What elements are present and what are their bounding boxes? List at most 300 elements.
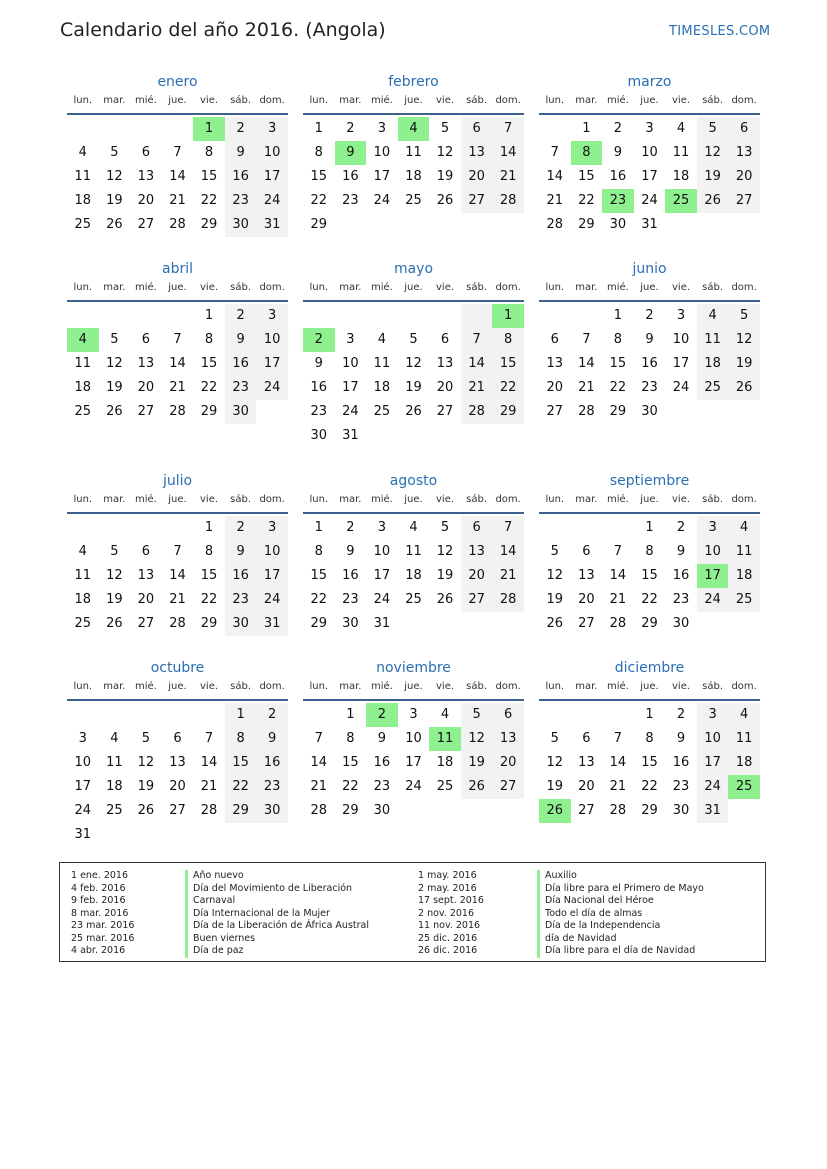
day-cell: 9 (314, 356, 323, 371)
holiday-day-cell: 2 (303, 328, 335, 352)
month-11 (539, 658, 760, 823)
empty-cell (571, 304, 603, 328)
weekday-label: lun. (545, 494, 565, 505)
day-cell: 20 (578, 779, 595, 794)
day-cell: 23 (672, 779, 690, 794)
weekday-label: jue. (404, 95, 423, 106)
day-cell: 30 (256, 799, 288, 823)
legend-holiday-name: Carnaval (185, 895, 235, 908)
day-cell: 19 (728, 352, 760, 376)
day-grid (303, 703, 524, 823)
day-cell: 28 (169, 404, 186, 419)
day-cell: 2 (645, 308, 654, 323)
day-cell: 6 (492, 703, 524, 727)
day-cell: 12 (546, 755, 564, 770)
day-cell: 22 (609, 380, 627, 395)
day-cell: 16 (672, 568, 690, 583)
day-cell: 11 (672, 145, 690, 160)
day-cell: 7 (492, 516, 524, 540)
day-grid (303, 304, 524, 448)
weekday-label: mar. (575, 282, 598, 293)
empty-cell (162, 304, 194, 328)
page-title: Calendario del año 2016. (Angola) (60, 19, 386, 41)
day-cell: 24 (342, 404, 359, 419)
day-cell: 9 (645, 332, 654, 347)
day-cell: 9 (225, 328, 257, 352)
empty-cell (130, 304, 162, 328)
day-cell: 24 (256, 588, 288, 612)
weekday-label: dom. (495, 494, 521, 505)
day-cell: 30 (672, 616, 690, 631)
weekday-label: vie. (436, 282, 455, 293)
day-cell: 3 (78, 731, 87, 746)
day-cell: 21 (200, 779, 218, 794)
day-cell: 6 (461, 516, 493, 540)
day-cell: 8 (613, 332, 623, 347)
empty-cell (67, 703, 99, 727)
month-2 (539, 72, 760, 237)
day-cell: 1 (346, 707, 355, 722)
weekday-label: dom. (259, 681, 285, 692)
day-cell: 11 (405, 145, 422, 160)
day-cell: 8 (225, 727, 257, 751)
weekday-label: dom. (495, 282, 521, 293)
day-cell: 24 (256, 189, 288, 213)
day-cell: 27 (169, 803, 186, 818)
day-cell: 20 (578, 592, 595, 607)
holiday-day-cell: 25 (665, 189, 697, 213)
weekday-label: vie. (436, 681, 455, 692)
day-cell: 10 (641, 145, 658, 160)
day-cell: 15 (641, 568, 658, 583)
day-cell: 20 (461, 165, 493, 189)
month-0 (67, 72, 288, 237)
weekday-label: mar. (339, 494, 362, 505)
day-cell: 17 (74, 779, 92, 794)
weekday-label: mié. (134, 95, 157, 106)
weekday-label: vie. (672, 95, 691, 106)
day-cell: 21 (169, 380, 186, 395)
day-cell: 21 (609, 592, 627, 607)
day-cell: 15 (310, 169, 328, 184)
legend-date: 1 ene. 2016 (71, 870, 128, 881)
day-cell: 23 (342, 193, 359, 208)
day-cell: 14 (492, 540, 524, 564)
day-cell: 15 (200, 568, 218, 583)
day-cell: 9 (225, 540, 257, 564)
day-cell: 10 (342, 356, 359, 371)
day-cell: 2 (225, 304, 257, 328)
day-cell: 30 (373, 803, 391, 818)
day-cell: 5 (110, 544, 119, 559)
day-cell: 6 (728, 117, 760, 141)
day-cell: 31 (342, 428, 359, 443)
weekday-label: mié. (134, 494, 157, 505)
day-cell: 1 (204, 308, 214, 323)
day-cell: 6 (440, 332, 450, 347)
weekday-header (67, 680, 288, 701)
empty-cell (99, 304, 131, 328)
day-cell: 9 (225, 141, 257, 165)
weekday-header (303, 281, 524, 302)
day-cell: 13 (578, 568, 595, 583)
day-cell: 14 (200, 755, 218, 770)
day-cell: 5 (550, 544, 559, 559)
legend-holiday-name: Día Nacional del Héroe (537, 895, 654, 908)
day-cell: 19 (461, 751, 493, 775)
brand-link[interactable]: TIMESLES.COM (669, 24, 771, 39)
holiday-day-cell: 4 (67, 328, 99, 352)
day-cell: 22 (310, 193, 328, 208)
day-cell: 31 (697, 799, 729, 823)
weekday-label: sáb. (466, 494, 488, 505)
weekday-label: vie. (672, 282, 691, 293)
day-cell: 6 (582, 731, 591, 746)
holiday-day-cell: 1 (492, 304, 524, 328)
weekday-label: mié. (370, 681, 393, 692)
day-cell: 12 (697, 141, 729, 165)
month-5 (539, 259, 760, 424)
day-cell: 29 (200, 217, 218, 232)
day-cell: 23 (225, 588, 257, 612)
weekday-header (539, 94, 760, 115)
weekday-header (303, 94, 524, 115)
day-cell: 20 (436, 380, 454, 395)
weekday-label: lun. (73, 95, 93, 106)
empty-cell (539, 304, 571, 328)
day-cell: 23 (373, 779, 391, 794)
legend-holiday-name: Día libre para el Primero de Mayo (537, 883, 704, 896)
weekday-label: dom. (259, 282, 285, 293)
day-cell: 5 (440, 121, 450, 136)
month-name: febrero (388, 74, 439, 90)
day-cell: 15 (492, 352, 524, 376)
day-cell: 15 (225, 751, 257, 775)
day-cell: 13 (461, 141, 493, 165)
day-cell: 29 (609, 404, 627, 419)
weekday-label: dom. (731, 494, 757, 505)
weekday-label: lun. (73, 494, 93, 505)
day-cell: 19 (137, 779, 155, 794)
day-cell: 12 (436, 544, 454, 559)
day-cell: 24 (74, 803, 92, 818)
day-cell: 3 (256, 117, 288, 141)
day-cell: 24 (373, 193, 391, 208)
weekday-label: mar. (339, 282, 362, 293)
empty-cell (303, 703, 335, 727)
day-cell: 18 (728, 564, 760, 588)
day-cell: 14 (169, 568, 186, 583)
day-cell: 26 (436, 592, 454, 607)
day-cell: 31 (373, 616, 391, 631)
day-cell: 12 (137, 755, 155, 770)
day-cell: 6 (141, 332, 151, 347)
day-cell: 16 (310, 380, 328, 395)
day-cell: 14 (169, 356, 186, 371)
day-cell: 17 (405, 755, 422, 770)
day-cell: 4 (697, 304, 729, 328)
day-cell: 3 (697, 516, 729, 540)
day-cell: 19 (405, 380, 422, 395)
day-cell: 28 (492, 588, 524, 612)
day-cell: 4 (728, 516, 760, 540)
day-cell: 26 (106, 404, 123, 419)
day-grid (67, 516, 288, 636)
day-cell: 22 (200, 380, 218, 395)
day-cell: 8 (314, 544, 323, 559)
day-cell: 18 (672, 169, 690, 184)
month-name: septiembre (609, 473, 690, 489)
day-cell: 18 (405, 169, 422, 184)
day-cell: 19 (546, 592, 564, 607)
day-cell: 13 (436, 356, 454, 371)
weekday-label: sáb. (230, 95, 252, 106)
day-cell: 3 (377, 121, 387, 136)
month-name: agosto (389, 473, 438, 489)
day-cell: 15 (609, 356, 627, 371)
holiday-day-cell: 9 (335, 141, 367, 165)
weekday-label: vie. (436, 95, 455, 106)
day-cell: 21 (461, 376, 493, 400)
day-cell: 2 (676, 707, 686, 722)
day-cell: 10 (373, 544, 391, 559)
day-cell: 18 (697, 352, 729, 376)
weekday-label: sáb. (466, 681, 488, 692)
day-cell: 9 (346, 544, 355, 559)
day-cell: 26 (461, 775, 493, 799)
legend-holiday-name: Día libre para el día de Navidad (537, 945, 695, 958)
day-cell: 29 (310, 217, 328, 232)
empty-cell (162, 117, 194, 141)
day-cell: 25 (373, 404, 391, 419)
day-cell: 15 (641, 755, 658, 770)
day-cell: 29 (310, 616, 328, 631)
empty-cell (303, 304, 335, 328)
day-cell: 7 (204, 731, 214, 746)
day-cell: 27 (546, 404, 564, 419)
weekday-label: mar. (339, 95, 362, 106)
month-3 (67, 259, 288, 424)
holiday-day-cell: 23 (602, 189, 634, 213)
empty-cell (539, 703, 571, 727)
day-cell: 8 (492, 328, 524, 352)
day-cell: 25 (74, 217, 92, 232)
day-cell: 20 (728, 165, 760, 189)
holiday-legend (59, 862, 766, 962)
weekday-label: lun. (309, 494, 329, 505)
month-name: marzo (627, 74, 672, 90)
day-cell: 17 (256, 564, 288, 588)
weekday-label: lun. (309, 95, 329, 106)
weekday-header (539, 493, 760, 514)
day-cell: 22 (641, 779, 658, 794)
day-cell: 7 (613, 731, 623, 746)
day-cell: 7 (173, 145, 182, 160)
weekday-label: mié. (134, 282, 157, 293)
day-cell: 7 (492, 117, 524, 141)
day-cell: 14 (492, 141, 524, 165)
legend-date: 8 mar. 2016 (71, 907, 129, 919)
weekday-label: mar. (339, 681, 362, 692)
day-cell: 4 (377, 332, 387, 347)
weekday-header (67, 281, 288, 302)
weekday-label: jue. (640, 95, 659, 106)
day-cell: 17 (256, 352, 288, 376)
day-cell: 20 (137, 592, 155, 607)
day-cell: 21 (492, 564, 524, 588)
day-cell: 3 (256, 516, 288, 540)
day-cell: 5 (110, 145, 119, 160)
day-cell: 26 (436, 193, 454, 208)
day-cell: 15 (342, 755, 359, 770)
day-cell: 7 (613, 544, 623, 559)
day-cell: 6 (141, 544, 151, 559)
weekday-header (303, 493, 524, 514)
day-cell: 14 (461, 352, 493, 376)
day-cell: 12 (728, 328, 760, 352)
weekday-label: sáb. (230, 681, 252, 692)
day-cell: 23 (641, 380, 658, 395)
day-grid (539, 703, 760, 823)
weekday-label: vie. (436, 494, 455, 505)
day-cell: 25 (106, 803, 123, 818)
day-cell: 16 (641, 356, 658, 371)
day-cell: 27 (137, 616, 155, 631)
holiday-day-cell: 26 (539, 799, 571, 823)
legend-date: 1 may. 2016 (418, 870, 477, 881)
day-cell: 27 (578, 803, 595, 818)
day-cell: 23 (256, 775, 288, 799)
day-cell: 23 (310, 404, 328, 419)
day-cell: 19 (106, 592, 123, 607)
day-cell: 28 (578, 404, 595, 419)
day-cell: 12 (106, 356, 123, 371)
day-cell: 24 (672, 380, 690, 395)
day-cell: 2 (676, 520, 686, 535)
day-cell: 23 (672, 592, 690, 607)
day-cell: 24 (697, 775, 729, 799)
legend-date: 2 may. 2016 (418, 882, 477, 894)
day-cell: 19 (106, 380, 123, 395)
day-cell: 13 (137, 169, 155, 184)
day-cell: 27 (578, 616, 595, 631)
legend-date: 11 nov. 2016 (418, 920, 481, 931)
day-cell: 17 (256, 165, 288, 189)
day-cell: 20 (169, 779, 186, 794)
day-cell: 4 (110, 731, 119, 746)
day-cell: 13 (137, 356, 155, 371)
empty-cell (130, 516, 162, 540)
day-cell: 26 (106, 217, 123, 232)
day-cell: 5 (440, 520, 450, 535)
weekday-label: jue. (640, 282, 659, 293)
weekday-label: dom. (731, 95, 757, 106)
month-7 (303, 471, 524, 636)
weekday-label: jue. (404, 681, 423, 692)
day-cell: 5 (550, 731, 559, 746)
day-cell: 10 (256, 141, 288, 165)
day-cell: 23 (225, 376, 257, 400)
day-cell: 13 (169, 755, 186, 770)
day-cell: 8 (204, 332, 214, 347)
day-cell: 26 (546, 616, 564, 631)
day-cell: 16 (225, 165, 257, 189)
day-cell: 1 (645, 520, 654, 535)
day-cell: 12 (405, 356, 422, 371)
day-cell: 28 (461, 400, 493, 424)
weekday-header (67, 493, 288, 514)
day-cell: 14 (546, 169, 564, 184)
day-cell: 4 (440, 707, 450, 722)
day-grid (67, 117, 288, 237)
empty-cell (67, 516, 99, 540)
day-cell: 24 (641, 193, 658, 208)
weekday-label: jue. (640, 494, 659, 505)
day-cell: 6 (582, 544, 591, 559)
day-cell: 10 (373, 145, 391, 160)
day-cell: 28 (492, 189, 524, 213)
day-cell: 11 (106, 755, 123, 770)
weekday-label: sáb. (230, 282, 252, 293)
legend-date: 2 nov. 2016 (418, 907, 474, 919)
day-cell: 22 (492, 376, 524, 400)
day-grid (303, 516, 524, 636)
weekday-header (539, 680, 760, 701)
day-cell: 5 (728, 304, 760, 328)
day-cell: 16 (225, 564, 257, 588)
day-cell: 19 (436, 169, 454, 184)
day-cell: 7 (314, 731, 323, 746)
day-cell: 24 (256, 376, 288, 400)
day-cell: 28 (546, 217, 564, 232)
day-cell: 30 (609, 217, 627, 232)
day-cell: 18 (373, 380, 391, 395)
day-cell: 28 (310, 803, 328, 818)
weekday-header (303, 680, 524, 701)
day-cell: 24 (697, 588, 729, 612)
empty-cell (162, 516, 194, 540)
day-cell: 27 (728, 189, 760, 213)
day-cell: 4 (409, 520, 418, 535)
month-name: diciembre (614, 660, 685, 676)
day-cell: 11 (728, 727, 760, 751)
day-cell: 30 (342, 616, 359, 631)
day-cell: 4 (676, 121, 686, 136)
weekday-label: dom. (259, 494, 285, 505)
day-cell: 7 (173, 544, 182, 559)
legend-holiday-name: Buen viernes (185, 933, 255, 946)
day-cell: 16 (609, 169, 627, 184)
day-cell: 8 (645, 731, 654, 746)
day-cell: 15 (200, 169, 218, 184)
weekday-label: mié. (606, 681, 629, 692)
legend-date: 4 abr. 2016 (71, 945, 126, 956)
day-cell: 5 (697, 117, 729, 141)
legend-holiday-name: Día de paz (185, 945, 244, 958)
day-cell: 1 (314, 121, 323, 136)
day-cell: 2 (225, 516, 257, 540)
day-cell: 20 (137, 193, 155, 208)
day-cell: 12 (436, 145, 454, 160)
day-cell: 5 (461, 703, 493, 727)
empty-cell (571, 703, 603, 727)
day-cell: 13 (137, 568, 155, 583)
day-cell: 25 (436, 779, 454, 794)
weekday-label: mar. (575, 681, 598, 692)
day-cell: 1 (645, 707, 654, 722)
day-cell: 22 (641, 592, 658, 607)
day-cell: 6 (550, 332, 559, 347)
